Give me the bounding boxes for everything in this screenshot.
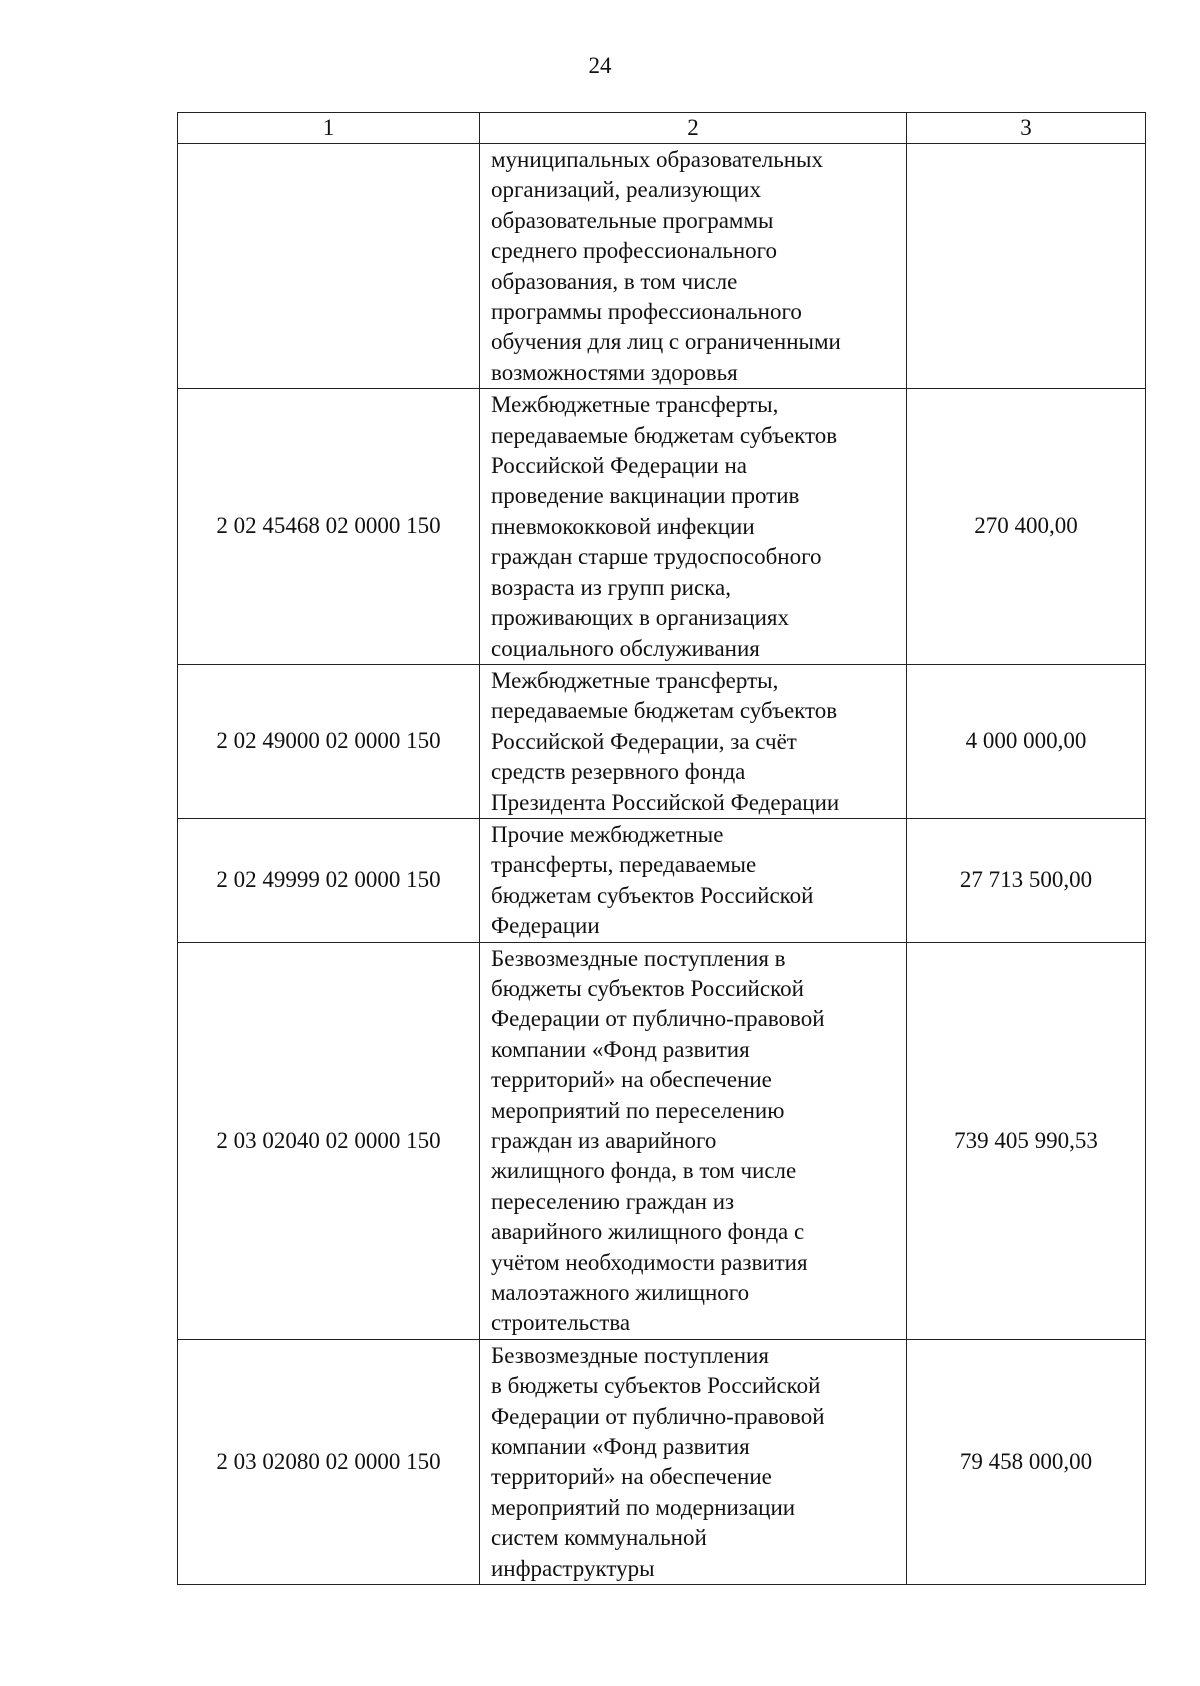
row-code: 2 02 49000 02 0000 150 bbox=[178, 664, 480, 818]
page-number: 24 bbox=[588, 53, 612, 78]
row-description-text: Прочие межбюджетные трансферты, передаваемые бюджетам субъектов Российской Федерации bbox=[491, 821, 814, 939]
table-row bbox=[178, 942, 1146, 1339]
table-row bbox=[178, 389, 1146, 665]
row-description-text: Межбюджетные трансферты, передаваемые бюджетам субъектов Российской Федерации, за счёт средств резервного фонда Президента Российской Федерации bbox=[491, 667, 840, 815]
row-description bbox=[480, 664, 907, 818]
row-amount: 4 000 000,00 bbox=[907, 664, 1146, 818]
row-code: 2 02 49999 02 0000 150 bbox=[178, 818, 480, 942]
row-amount: 270 400,00 bbox=[907, 389, 1146, 665]
row-code: 2 02 45468 02 0000 150 bbox=[178, 389, 480, 665]
row-description-text: Безвозмездные поступления в бюджеты субъектов Российской Федерации от публично-правовой компании «Фонд развития территорий» на обеспечение мероприятий по переселению граждан из аварийного жилищного фонда, в том числе переселению граждан из аварийного жилищного фонда с учётом необходимости развития малоэтажного жилищного строительства bbox=[491, 945, 825, 1336]
row-code bbox=[178, 144, 480, 389]
table-row bbox=[178, 144, 1146, 389]
column-header-3: 3 bbox=[907, 113, 1146, 144]
row-description-text: муниципальных образовательных организаций, реализующих образовательные программы среднего профессионального образования, в том числе программы профессионального обучения для лиц с ограниченными возможностями здоровья bbox=[491, 147, 841, 385]
row-amount: 79 458 000,00 bbox=[907, 1339, 1146, 1584]
table-header-row bbox=[178, 113, 1146, 144]
row-description bbox=[480, 1339, 907, 1584]
row-amount: 27 713 500,00 bbox=[907, 818, 1146, 942]
column-header-1: 1 bbox=[178, 113, 480, 144]
table-row bbox=[178, 664, 1146, 818]
row-description bbox=[480, 818, 907, 942]
table-row bbox=[178, 1339, 1146, 1584]
row-code: 2 03 02040 02 0000 150 bbox=[178, 942, 480, 1339]
table-row bbox=[178, 818, 1146, 942]
row-description-text: Межбюджетные трансферты, передаваемые бюджетам субъектов Российской Федерации на проведение вакцинации против пневмококковой инфекции граждан старше трудоспособного возраста из групп риска, проживающих в организациях социального обслуживания bbox=[491, 392, 838, 661]
row-amount: 739 405 990,53 bbox=[907, 942, 1146, 1339]
row-description bbox=[480, 942, 907, 1339]
row-description bbox=[480, 389, 907, 665]
row-code: 2 03 02080 02 0000 150 bbox=[178, 1339, 480, 1584]
row-description-text: Безвозмездные поступления в бюджеты субъектов Российской Федерации от публично-правовой компании «Фонд развития территорий» на обеспечение мероприятий по модернизации систем коммунальной инфраструктуры bbox=[491, 1342, 825, 1581]
column-header-2: 2 bbox=[480, 113, 907, 144]
row-amount bbox=[907, 144, 1146, 389]
row-description bbox=[480, 144, 907, 389]
budget-table bbox=[177, 112, 1146, 1585]
